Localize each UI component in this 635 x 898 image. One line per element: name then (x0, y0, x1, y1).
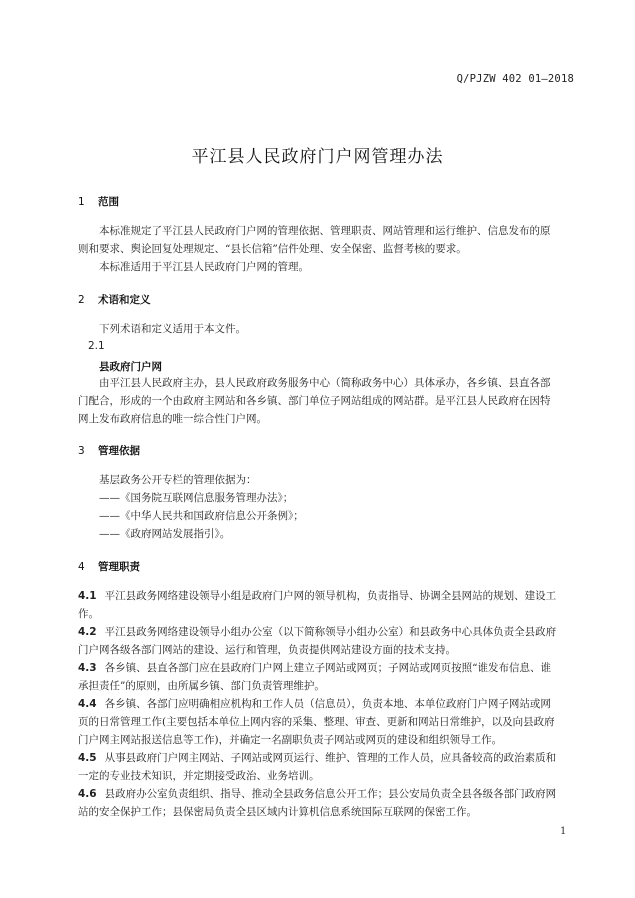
reference-item: ——《国务院互联网信息服务管理办法》； (99, 492, 294, 504)
section-4-body (78, 587, 558, 821)
section-heading-3 (78, 443, 140, 458)
clause (78, 659, 558, 695)
clause (78, 695, 558, 749)
section-3-body (78, 471, 558, 543)
paragraph: 下列术语和定义适用于本文件。 (99, 323, 246, 335)
clause-number: 4.2 (78, 626, 97, 638)
clause (78, 587, 558, 623)
section-title: 管理依据 (98, 445, 140, 457)
clause (78, 623, 558, 659)
clause-number: 4.3 (78, 662, 97, 674)
page-number: 1 (560, 826, 567, 837)
term-number: 2.1 (88, 340, 105, 352)
clause-text: 平江县政务网络建设领导小组办公室（以下简称领导小组办公室）和县政务中心具体负责全县政府门户网各级各部门网站的建设、运行和管理，负责提供网站建设方面的技术支持。 (78, 626, 557, 656)
section-title: 管理职责 (98, 561, 140, 573)
term-definition-block (78, 374, 558, 428)
paragraph: 基层政务公开专栏的管理依据为： (99, 474, 257, 486)
clause-text: 县政府办公室负责组织、指导、推动全县政务信息公开工作；县公安局负责全县各级各部门政府网站的安全保护工作；县保密局负责全县区域内计算机信息系统国际互联网的保密工作。 (78, 788, 557, 818)
section-2-intro (78, 320, 558, 338)
clause-number: 4.1 (78, 590, 97, 602)
clause-number: 4.5 (78, 752, 97, 764)
term-name: 县政府门户网 (99, 361, 162, 373)
section-title: 范围 (98, 196, 119, 208)
term-definition: 由平江县人民政府主办，县人民政府政务服务中心（简称政务中心）具体承办，各乡镇、县直各部门配合，形成的一个由政府主网站和各乡镇、部门单位子网站组成的网站群。是平江县人民政府在因特网上发布政府信息的唯一综合性门户网。 (78, 377, 551, 425)
reference-item: ——《政府网站发展指引》。 (99, 528, 231, 540)
section-number: 1 (78, 196, 85, 208)
document-title: 平江县人民政府门户网管理办法 (191, 147, 444, 167)
paragraph: 本标准适用于平江县人民政府门户网的管理。 (99, 261, 309, 273)
section-heading-4 (78, 559, 140, 574)
clause-text: 平江县政务网络建设领导小组是政府门户网的领导机构，负责指导、协调全县网站的规划、建设工作。 (78, 590, 557, 620)
clause (78, 749, 558, 785)
section-number: 3 (78, 445, 85, 457)
section-1-body (78, 222, 558, 276)
section-heading-1 (78, 194, 119, 209)
section-title: 术语和定义 (98, 294, 151, 306)
reference-item: ——《中华人民共和国政府信息公开条例》； (99, 510, 304, 522)
standard-code: Q/PJZW 402 01—2018 (456, 73, 574, 85)
section-number: 2 (78, 294, 85, 306)
clause-number: 4.6 (78, 788, 97, 800)
paragraph: 本标准规定了平江县人民政府门户网的管理依据、管理职责、网站管理和运行维护、信息发布的原则和要求、舆论回复处理规定、“县长信箱”信件处理、安全保密、监督考核的要求。 (78, 225, 551, 255)
clause-text: 各乡镇、各部门应明确相应机构和工作人员（信息员），负责本地、本单位政府门户网子网站或网页的日常管理工作(主要包括本单位上网内容的采集、整理、审查、更新和网站日常维护，以及向县政府门户网主网站报送信息等工作)，并确定一名副职负责子网站或网页的建设和组织领导工作。 (78, 698, 555, 746)
clause (78, 785, 558, 821)
clause-text: 从事县政府门户网主网站、子网站或网页运行、维护、管理的工作人员，应具备较高的政治素质和一定的专业技术知识，并定期接受政治、业务培训。 (78, 752, 557, 782)
section-heading-2 (78, 292, 151, 307)
section-number: 4 (78, 561, 85, 573)
clause-number: 4.4 (78, 698, 97, 710)
clause-text: 各乡镇、县直各部门应在县政府门户网上建立子网站或网页；子网站或网页按照“谁发布信息、谁承担责任”的原则，由所属乡镇、部门负责管理维护。 (78, 662, 551, 692)
